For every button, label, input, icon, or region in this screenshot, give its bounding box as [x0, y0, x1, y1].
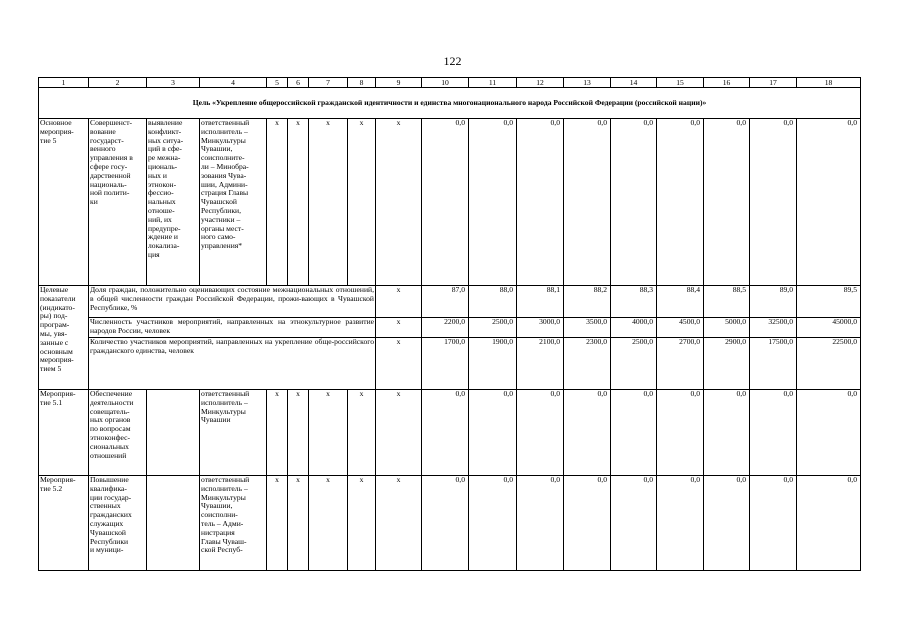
cell-value: 0,0 [422, 476, 469, 571]
cell-value: 17500,0 [750, 338, 797, 390]
cell-x: х [376, 318, 422, 338]
cell-x: х [309, 476, 348, 571]
cell-value: 32500,0 [750, 318, 797, 338]
cell-value: 0,0 [611, 390, 657, 476]
cell-value: 2200,0 [422, 318, 469, 338]
cell-value: 0,0 [517, 390, 564, 476]
cell-value: 87,0 [422, 286, 469, 318]
column-number: 4 [200, 78, 267, 88]
cell-value: 0,0 [422, 119, 469, 286]
cell-x: х [309, 119, 348, 286]
cell-value: 2100,0 [517, 338, 564, 390]
cell-value: 0,0 [797, 390, 861, 476]
cell-value: 0,0 [611, 476, 657, 571]
measure-5-executor: ответственный исполнитель – Минкультуры Чувашии, соисполните- ли – Минобра- зования Чува- шии, Админи- страция Главы Чувашской Республики, участники – органы мест- ного само- управления* [201, 118, 250, 251]
cell-value: 0,0 [704, 476, 750, 571]
column-number: 17 [750, 78, 797, 88]
cell-value: 0,0 [750, 119, 797, 286]
cell-value: 4000,0 [611, 318, 657, 338]
cell-x: х [376, 338, 422, 390]
measure-5-1-label: Мероприя- тие 5.1 [40, 389, 76, 407]
column-number: 1 [39, 78, 89, 88]
cell-x: х [348, 119, 376, 286]
goal-row [39, 88, 861, 119]
cell-x: х [376, 286, 422, 318]
cell-value: 88,3 [611, 286, 657, 318]
cell-x: х [267, 390, 288, 476]
cell-value: 2700,0 [657, 338, 704, 390]
column-number: 6 [288, 78, 309, 88]
cell-value: 0,0 [564, 119, 611, 286]
column-number: 16 [704, 78, 750, 88]
cell-value: 88,1 [517, 286, 564, 318]
cell-x: х [376, 390, 422, 476]
cell-value: 0,0 [657, 119, 704, 286]
cell-x: х [288, 476, 309, 571]
cell-value: 89,5 [797, 286, 861, 318]
indicator-text: Количество участников мероприятий, направленных на укрепление обще-российского гражданского единства, человек [89, 338, 376, 390]
indicator-row [39, 338, 861, 390]
cell-x: х [348, 390, 376, 476]
column-number: 15 [657, 78, 704, 88]
cell-value: 0,0 [797, 119, 861, 286]
cell-value: 0,0 [422, 390, 469, 476]
cell-value: 88,5 [704, 286, 750, 318]
column-number: 11 [469, 78, 517, 88]
measure-5-name: Совершенст- вование государст- венного управления в сфере госу- дарственной националь- ной полити- ки [90, 118, 133, 207]
cell-value: 0,0 [750, 476, 797, 571]
cell-x: х [267, 119, 288, 286]
cell-value: 3500,0 [564, 318, 611, 338]
column-number: 18 [797, 78, 861, 88]
cell-x: х [309, 390, 348, 476]
cell-x: х [348, 476, 376, 571]
column-number: 2 [89, 78, 147, 88]
goal-title: Цель «Укрепление общероссийской гражданской идентичности и единства многонационального народа Российской Федерации (российской нации)» [39, 88, 861, 119]
column-number: 8 [348, 78, 376, 88]
cell-value: 0,0 [517, 476, 564, 571]
cell-value: 4500,0 [657, 318, 704, 338]
cell-value: 0,0 [564, 390, 611, 476]
cell-value: 45000,0 [797, 318, 861, 338]
measure-5-row [39, 119, 861, 286]
cell-value: 1700,0 [422, 338, 469, 390]
measure-5-2-executor: ответственный исполнитель – Минкультуры Чувашии, соисполни- тель – Адми- нистрация Главы Чуваш- ской Респуб- [201, 475, 250, 555]
cell-x: х [288, 119, 309, 286]
measure-5-1-name: Обеспечение деятельности совещатель- ных органов по вопросам этноконфес- сиональных отношений [90, 389, 134, 460]
column-number: 3 [147, 78, 200, 88]
cell-value: 88,2 [564, 286, 611, 318]
cell-value: 0,0 [469, 476, 517, 571]
indicator-row [39, 318, 861, 338]
cell-value: 22500,0 [797, 338, 861, 390]
indicators-label: Целевые показатели (индикато- ры) под- програм- мы, увя- занные с основным мероприя- тием 5 [40, 285, 76, 374]
cell-value: 0,0 [564, 476, 611, 571]
cell-value: 2900,0 [704, 338, 750, 390]
measure-5-2-row [39, 476, 861, 571]
cell-value: 88,0 [469, 286, 517, 318]
document-table [38, 77, 861, 571]
cell-value: 3000,0 [517, 318, 564, 338]
cell-value: 0,0 [704, 119, 750, 286]
cell-value: 1900,0 [469, 338, 517, 390]
cell-value: 0,0 [517, 119, 564, 286]
column-number: 13 [564, 78, 611, 88]
column-number: 10 [422, 78, 469, 88]
cell-x: х [267, 476, 288, 571]
cell-value: 0,0 [469, 390, 517, 476]
indicator-text: Численность участников мероприятий, направленных на этнокультурное развитие народов России, человек [89, 318, 376, 338]
measure-5-2-label: Мероприя- тие 5.2 [40, 475, 76, 493]
measure-5-label: Основное мероприя- тие 5 [40, 118, 74, 145]
column-number-row [39, 78, 861, 88]
cell-value: 0,0 [611, 119, 657, 286]
indicator-text: Доля граждан, положительно оценивающих состояние межнациональных отношений, в общей численности граждан Российской Федерации, прожи-вающих в Чувашской Республике, % [89, 286, 376, 318]
column-number: 9 [376, 78, 422, 88]
column-number: 7 [309, 78, 348, 88]
cell-value: 5000,0 [704, 318, 750, 338]
cell-x: х [376, 119, 422, 286]
measure-5-1-executor: ответственный исполнитель – Минкультуры Чувашии [201, 389, 250, 425]
page-number: 122 [443, 54, 462, 68]
cell-value: 2500,0 [469, 318, 517, 338]
column-number: 12 [517, 78, 564, 88]
measure-5-2-name: Повышение квалифика- ции государ- ственных гражданских служащих Чувашской Республики и муници- [90, 475, 132, 555]
cell-value: 0,0 [657, 390, 704, 476]
indicator-row [39, 286, 861, 318]
measure-5-1-row [39, 390, 861, 476]
column-number: 14 [611, 78, 657, 88]
cell-value: 0,0 [657, 476, 704, 571]
cell-value: 89,0 [750, 286, 797, 318]
cell-value: 2500,0 [611, 338, 657, 390]
cell-value: 88,4 [657, 286, 704, 318]
cell-value: 2300,0 [564, 338, 611, 390]
cell-value: 0,0 [469, 119, 517, 286]
measure-5-task: выявление конфликт- ных ситуа- ций в сфе- ре межна- циональ- ных и этнокон- фессио- нальных отноше- ний, их предупре- ждение и локализа- ция [148, 118, 184, 259]
cell-x: х [376, 476, 422, 571]
cell-x: х [288, 390, 309, 476]
column-number: 5 [267, 78, 288, 88]
cell-value: 0,0 [750, 390, 797, 476]
cell-value: 0,0 [797, 476, 861, 571]
cell-value: 0,0 [704, 390, 750, 476]
